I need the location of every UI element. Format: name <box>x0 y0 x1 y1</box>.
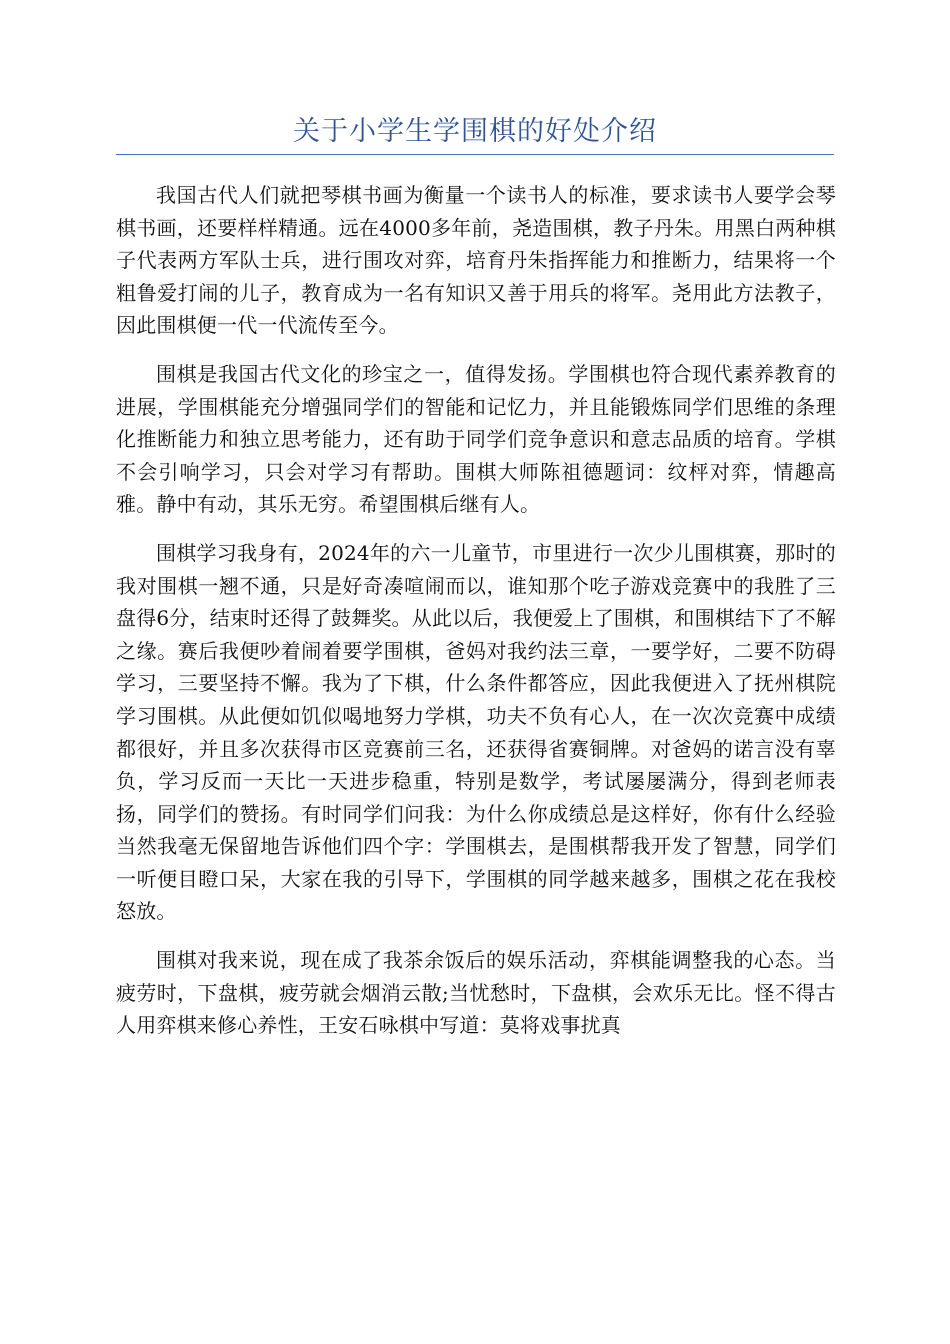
document-body <box>116 179 836 1058</box>
title-underline <box>116 154 834 155</box>
paragraph-3: 围棋学习我身有，2024年的六一儿童节，市里进行一次少儿围棋赛，那时的我对围棋一翘不通，只是好奇凑喧闹而以，谁知那个吃子游戏竞赛中的我胜了三盘得6分，结束时还得了鼓舞奖。从此以后，我便爱上了围棋，和围棋结下了不解之缘。赛后我便吵着闹着要学围棋，爸妈对我约法三章，一要学好，二要不防碍学习，三要坚持不懈。我为了下棋，什么条件都答应，因此我便进入了抚州棋院学习围棋。从此便如饥似喝地努力学棋，功夫不负有心人，在一次次竞赛中成绩都很好，并且多次获得市区竞赛前三名，还获得省赛铜牌。对爸妈的诺言没有辜负，学习反而一天比一天进步稳重，特别是数学，考试屡屡满分，得到老师表扬，同学们的赞扬。有时同学们问我：为什么你成绩总是这样好，你有什么经验当然我毫无保留地告诉他们四个字：学围棋去，是围棋帮我开发了智慧，同学们一听便目瞪口呆，大家在我的引导下，学围棋的同学越来越多，围棋之花在我校怒放。 <box>116 540 836 924</box>
paragraph-2: 围棋是我国古代文化的珍宝之一，值得发扬。学围棋也符合现代素养教育的进展，学围棋能充分增强同学们的智能和记忆力，并且能锻炼同学们思维的条理化推断能力和独立思考能力，还有助于同学们竞争意识和意志品质的培育。学棋不会引响学习，只会对学习有帮助。围棋大师陈祖德题词：纹枰对弈，情趣高雅。静中有动，其乐无穷。希望围棋后继有人。 <box>116 361 836 517</box>
document-title: 关于小学生学围棋的好处介绍 <box>293 116 657 147</box>
paragraph-4: 围棋对我来说，现在成了我茶余饭后的娱乐活动，弈棋能调整我的心态。当疲劳时，下盘棋，疲劳就会烟消云散;当忧愁时，下盘棋，会欢乐无比。怪不得古人用弈棋来修心养性，王安石咏棋中写道：莫将戏事扰真 <box>116 948 836 1038</box>
paragraph-1: 我国古代人们就把琴棋书画为衡量一个读书人的标准，要求读书人要学会琴棋书画，还要样样精通。远在4000多年前，尧造围棋，教子丹朱。用黑白两种棋子代表两方军队士兵，进行围攻对弈，培育丹朱指挥能力和推断力，结果将一个粗鲁爱打闹的儿子，教育成为一名有知识又善于用兵的将军。尧用此方法教子，因此围棋便一代一代流传至今。 <box>116 183 836 338</box>
